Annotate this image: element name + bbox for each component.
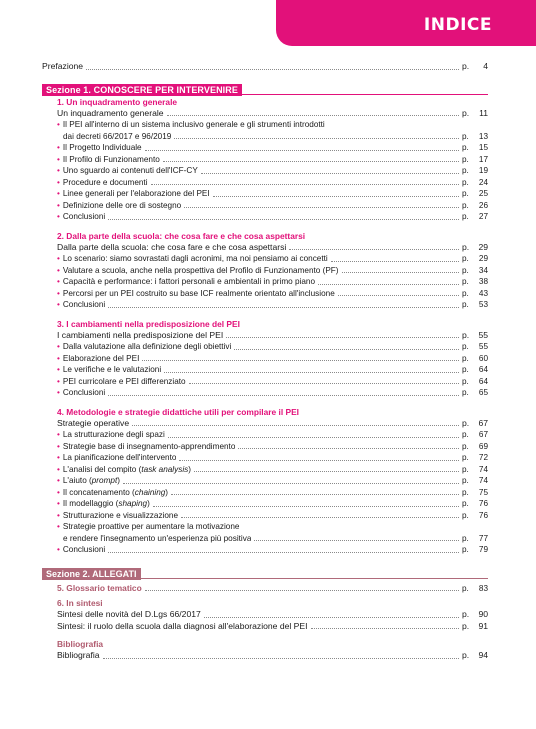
- toc-entry[interactable]: • Il Progetto Individuale p. 15: [42, 142, 488, 154]
- toc-entry[interactable]: • Definizione delle ore di sostegno p. 26: [42, 200, 488, 212]
- chapter-6-heading: 6. In sintesi: [57, 598, 103, 608]
- toc-entry[interactable]: • Strutturazione e visualizzazione p. 76: [42, 510, 488, 522]
- toc-entry[interactable]: e rendere l'insegnamento un'esperienza più positiva p. 77: [63, 533, 488, 543]
- toc-entry[interactable]: • Il Profilo di Funzionamento p. 17: [42, 154, 488, 166]
- toc-entry[interactable]: • La pianificazione dell'intervento p. 72: [42, 452, 488, 464]
- toc-entry[interactable]: • Conclusioni p. 65: [42, 387, 488, 399]
- toc-entry[interactable]: • Le verifiche e le valutazioni p. 64: [42, 364, 488, 376]
- chapter-1-heading: 1. Un inquadramento generale: [57, 96, 178, 107]
- toc-entry-prefazione[interactable]: [42, 61, 488, 73]
- toc-entry-glossario[interactable]: 5. Glossario tematico p. 83: [57, 583, 488, 593]
- toc-entry[interactable]: • L'analisi del compito (task analysis) p. 74: [42, 464, 488, 476]
- toc-entry[interactable]: • Linee generali per l'elaborazione del PEI p. 25: [42, 188, 488, 200]
- toc-entry[interactable]: • PEI curricolare e PEI differenziato p. 64: [42, 376, 488, 388]
- index-title: INDICE: [423, 15, 492, 35]
- toc-entry[interactable]: • Percorsi per un PEI costruito su base ICF realmente orientato all'inclusione p. 43: [42, 288, 488, 300]
- toc-entry[interactable]: • Dalla valutazione alla definizione degli obiettivi p. 55: [42, 341, 488, 353]
- toc-entry[interactable]: • Il concatenamento (chaining) p. 75: [42, 487, 488, 499]
- entry-title: Prefazione: [42, 61, 84, 71]
- toc-entry[interactable]: • Il modellaggio (shaping) p. 76: [42, 498, 488, 510]
- table-of-contents: [42, 61, 488, 662]
- toc-entry[interactable]: • Uno sguardo ai contenuti dell'ICF-CY p. 19: [42, 165, 488, 177]
- section-1-heading: Sezione 1. CONOSCERE PER INTERVENIRE: [42, 84, 242, 96]
- toc-entry[interactable]: Dalla parte della scuola: che cosa fare e che cosa aspettarsi p. 29: [57, 241, 488, 252]
- toc-entry[interactable]: • Capacità e performance: i fattori personali e ambientali in primo piano p. 38: [42, 276, 488, 288]
- chapter-3-heading: 3. I cambiamenti nella predisposizione del PEI: [57, 318, 240, 329]
- chapter-2-heading: 2. Dalla parte della scuola: che cosa fare e che cosa aspettarsi: [57, 230, 306, 241]
- toc-entry[interactable]: • Lo scenario: siamo sovrastati dagli acronimi, ma noi pensiamo ai concetti p. 29: [42, 253, 488, 265]
- page-ref: p. 4: [462, 61, 488, 71]
- toc-entry[interactable]: • Elaborazione del PEI p. 60: [42, 353, 488, 365]
- toc-entry[interactable]: Un inquadramento generale p. 11: [57, 107, 488, 118]
- toc-entry-line1[interactable]: • Il PEI all'interno di un sistema inclusivo generale e gli strumenti introdotti: [42, 119, 488, 131]
- toc-entry[interactable]: • Conclusioni p. 27: [42, 211, 488, 223]
- leader-dots: [86, 69, 459, 70]
- toc-entry[interactable]: • Conclusioni p. 79: [42, 544, 488, 556]
- toc-entry[interactable]: dai decreti 66/2017 e 96/2019 p. 13: [63, 131, 488, 141]
- toc-entry[interactable]: • Conclusioni p. 53: [42, 299, 488, 311]
- toc-entry[interactable]: I cambiamenti nella predisposizione del PEI p. 55: [57, 329, 488, 340]
- toc-entry[interactable]: Strategie operative p. 67: [57, 417, 488, 428]
- toc-entry[interactable]: Sintesi delle novità del D.Lgs 66/2017 p. 90: [57, 609, 488, 619]
- toc-entry[interactable]: • La strutturazione degli spazi p. 67: [42, 429, 488, 441]
- toc-entry[interactable]: Bibliografia p. 94: [57, 650, 488, 660]
- toc-entry[interactable]: • Procedure e documenti p. 24: [42, 177, 488, 189]
- toc-entry-line1[interactable]: • Strategie proattive per aumentare la motivazione: [42, 521, 488, 533]
- bibliografia-heading: Bibliografia: [57, 639, 104, 649]
- chapter-4-heading: 4. Metodologie e strategie didattiche utili per compilare il PEI: [57, 406, 299, 417]
- toc-entry[interactable]: Sintesi: il ruolo della scuola dalla diagnosi all'elaborazione del PEI p. 91: [57, 620, 488, 631]
- toc-entry[interactable]: • Valutare a scuola, anche nella prospettiva del Profilo di Funzionamento (PF) p. 34: [42, 265, 488, 277]
- toc-entry[interactable]: • L'aiuto (prompt) p. 74: [42, 475, 488, 487]
- toc-entry[interactable]: • Strategie base di insegnamento-apprendimento p. 69: [42, 441, 488, 453]
- section-2-heading: Sezione 2. ALLEGATI: [42, 568, 141, 580]
- index-header-tab: [276, 0, 536, 46]
